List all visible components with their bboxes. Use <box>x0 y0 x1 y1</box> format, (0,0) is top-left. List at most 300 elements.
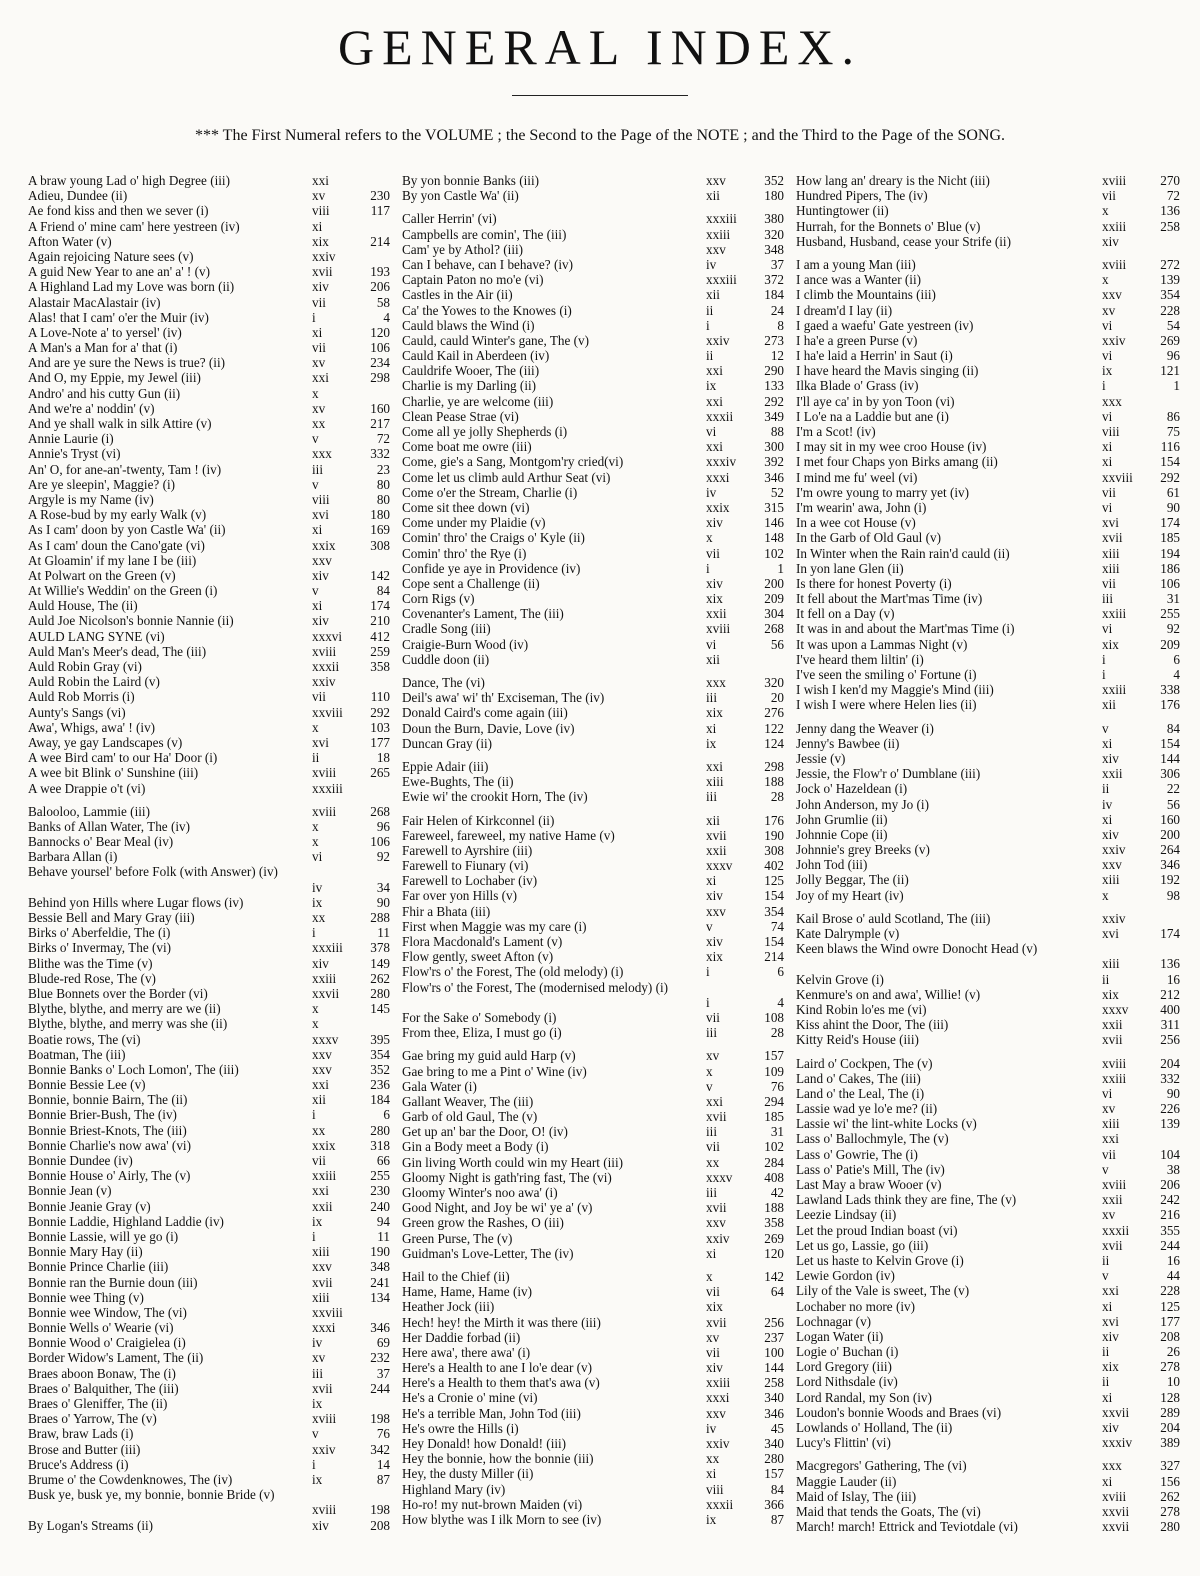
entry-volume: x <box>312 834 319 850</box>
index-entry <box>28 1244 390 1259</box>
entry-title: Kail Brose o' auld Scotland, The (iii) <box>796 910 991 926</box>
index-entry <box>796 1177 1180 1192</box>
entry-page: 185 <box>764 1109 784 1125</box>
entry-volume: i <box>706 994 710 1010</box>
entry-title: Cauldrife Wooer, The (iii) <box>402 363 540 379</box>
index-entry <box>796 1116 1180 1131</box>
entry-page: 142 <box>764 1268 784 1284</box>
entry-page: 11 <box>377 1228 390 1244</box>
entry-page: 160 <box>370 400 390 416</box>
entry-page: 258 <box>764 1375 784 1391</box>
entry-page: 28 <box>770 789 784 805</box>
entry-title: Cauld, cauld Winter's gane, The (v) <box>402 332 590 348</box>
entry-title: I'm a Scot! (iv) <box>796 424 876 439</box>
entry-page: 22 <box>1166 781 1180 797</box>
entry-volume: v <box>312 476 319 492</box>
entry-title: Auld Joe Nicolson's bonnie Nannie (ii) <box>28 613 234 629</box>
index-entry <box>28 849 390 864</box>
index-entry <box>796 219 1180 234</box>
entry-page: 358 <box>764 1215 784 1231</box>
entry-volume: xxi <box>706 439 723 455</box>
entry-page: 34 <box>376 879 390 895</box>
entry-page: 87 <box>770 1511 784 1527</box>
entry-title: Away, ye gay Landscapes (v) <box>28 734 183 750</box>
entry-volume: ii <box>1102 1344 1110 1360</box>
index-entry <box>402 1360 784 1375</box>
entry-title: It was upon a Lammas Night (v) <box>796 636 968 652</box>
entry-volume: vii <box>312 689 326 705</box>
index-entry <box>402 470 784 485</box>
entry-page: 18 <box>376 750 390 766</box>
entry-title: Maid of Islay, The (iii) <box>796 1488 917 1504</box>
index-entry <box>796 546 1180 561</box>
entry-page: 154 <box>764 888 784 904</box>
entry-page: 206 <box>370 279 390 295</box>
entry-title: A guid New Year to ane an' a' ! (v) <box>28 264 211 280</box>
entry-volume: xiv <box>706 1360 723 1376</box>
entry-page: 84 <box>770 1481 784 1497</box>
entry-page: 124 <box>764 735 784 751</box>
entry-page: 278 <box>1160 1359 1180 1375</box>
entry-page: 139 <box>1160 272 1180 288</box>
entry-volume: ii <box>1102 781 1110 797</box>
entry-title: And ye shall walk in silk Attire (v) <box>28 416 212 431</box>
entry-page: 116 <box>1160 439 1180 455</box>
entry-page: 200 <box>1160 826 1180 842</box>
entry-title: Blithe was the Time (v) <box>28 955 153 971</box>
entry-volume: xxix <box>312 1137 336 1153</box>
entry-volume: iv <box>706 256 717 272</box>
index-entry <box>28 446 390 461</box>
index-entry <box>402 1512 784 1527</box>
entry-volume: xxxv <box>706 858 733 874</box>
entry-volume: xvii <box>312 1380 333 1396</box>
entry-page: 262 <box>370 970 390 986</box>
entry-volume: xxxii <box>312 659 340 674</box>
entry-page: 86 <box>1166 408 1180 424</box>
entry-title: Come boat me owre (iii) <box>402 439 532 455</box>
index-entry <box>796 1374 1180 1389</box>
entry-volume: xxi <box>706 393 723 409</box>
entry-title: Her Daddie forbad (ii) <box>402 1329 521 1345</box>
entry-volume: xxv <box>312 552 332 568</box>
page-title: GENERAL INDEX. <box>338 19 862 75</box>
index-entry <box>28 340 390 355</box>
entry-title: Bonnie ran the Burnie doun (iii) <box>28 1274 198 1290</box>
entry-volume: x <box>312 719 319 735</box>
entry-title: Balooloo, Lammie (iii) <box>28 803 150 819</box>
index-entry <box>28 765 390 780</box>
entry-page: 120 <box>764 1245 784 1261</box>
entry-volume: xiv <box>706 515 723 531</box>
entry-title: Garb of old Gaul, The (v) <box>402 1109 538 1125</box>
entry-volume: vi <box>1102 408 1113 424</box>
entry-title: Jessie (v) <box>796 750 846 766</box>
entry-title: Bonnie Wells o' Wearie (vi) <box>28 1320 174 1336</box>
entry-title: Lowlands o' Holland, The (ii) <box>796 1420 953 1436</box>
index-entry <box>796 1032 1180 1047</box>
entry-volume: xi <box>1102 454 1113 470</box>
entry-page: 26 <box>1166 1344 1180 1360</box>
entry-title: Border Widow's Lament, The (ii) <box>28 1350 204 1366</box>
entry-volume: v <box>1102 720 1109 736</box>
entry-volume: xx <box>312 910 326 926</box>
entry-volume: i <box>312 309 316 325</box>
entry-title: Corn Rigs (v) <box>402 591 475 607</box>
entry-page: 133 <box>764 378 784 394</box>
index-entry <box>796 926 1180 941</box>
index-entry <box>402 1375 784 1390</box>
entry-title: Lord Gregory (iii) <box>796 1359 892 1375</box>
index-entry <box>28 1168 390 1183</box>
entry-title: I met four Chaps yon Birks amang (ii) <box>796 454 998 470</box>
entry-title: Come under my Plaidie (v) <box>402 515 546 531</box>
entry-title: For the Sake o' Somebody (i) <box>402 1009 557 1025</box>
index-entry <box>402 257 784 272</box>
entry-volume: xi <box>706 1466 717 1482</box>
entry-page: 11 <box>377 925 390 941</box>
entry-page: 104 <box>1160 1146 1180 1162</box>
entry-page: 280 <box>370 985 390 1001</box>
index-entry <box>402 348 784 363</box>
entry-title: Flora Macdonald's Lament (v) <box>402 934 563 949</box>
entry-page: 292 <box>370 704 390 720</box>
entry-page: 31 <box>1166 591 1180 607</box>
entry-page: 37 <box>376 1365 390 1381</box>
index-entry <box>28 583 390 598</box>
entry-volume: iii <box>706 1124 717 1140</box>
index-entry <box>28 1092 390 1107</box>
index-entry <box>28 1123 390 1138</box>
index-entry <box>796 515 1180 530</box>
entry-volume: xxxi <box>706 1390 730 1406</box>
entry-volume: xxvii <box>312 985 340 1001</box>
index-entry <box>796 1002 1180 1017</box>
index-entry <box>402 1284 784 1299</box>
entry-volume: viii <box>1102 424 1120 439</box>
entry-volume: xxii <box>1102 1192 1123 1208</box>
index-entry <box>28 325 390 340</box>
section-gap <box>796 249 1180 257</box>
entry-volume: i <box>312 1107 316 1123</box>
entry-title: Fhir a Bhata (iii) <box>402 903 491 919</box>
index-entry <box>28 1016 390 1031</box>
index-entry <box>796 606 1180 621</box>
entry-title: Bonnie House o' Airly, The (v) <box>28 1168 191 1184</box>
entry-page: 28 <box>770 1025 784 1041</box>
entry-title: I wish I were where Helen lies (ii) <box>796 697 977 713</box>
entry-volume: xvii <box>312 1274 333 1290</box>
entry-page: 256 <box>1160 1032 1180 1048</box>
entry-page: 276 <box>764 705 784 721</box>
entry-page: 332 <box>370 446 390 462</box>
entry-title: Lord Nithsdale (iv) <box>796 1374 898 1390</box>
entry-page: 6 <box>777 964 784 980</box>
entry-page: 236 <box>370 1077 390 1093</box>
index-entry <box>796 1207 1180 1222</box>
entry-volume: xxxi <box>706 469 730 485</box>
entry-volume: xxiv <box>1102 842 1126 858</box>
entry-title: In Winter when the Rain rain'd cauld (ii) <box>796 545 1010 561</box>
entry-title: Flow'rs o' the Forest, The (old melody) (i) <box>402 964 624 980</box>
index-entry <box>402 934 784 949</box>
entry-volume: vii <box>706 1284 720 1300</box>
index-entry <box>28 1183 390 1198</box>
index-entry <box>402 1109 784 1124</box>
entry-volume: xv <box>312 1350 326 1366</box>
entry-title: Land o' the Leal, The (i) <box>796 1085 925 1101</box>
entry-title: Busk ye, busk ye, my bonnie, bonnie Bride (v) <box>28 1487 275 1503</box>
entry-title: Deil's awa' wi' th' Exciseman, The (iv) <box>402 690 605 706</box>
index-entry <box>796 1489 1180 1504</box>
entry-volume: xviii <box>312 1411 337 1427</box>
entry-volume: xiv <box>1102 233 1119 249</box>
entry-title: Come o'er the Stream, Charlie (i) <box>402 484 578 500</box>
entry-title: Barbara Allan (i) <box>28 849 118 865</box>
index-entry <box>28 1229 390 1244</box>
entry-title: Brose and Butter (iii) <box>28 1441 141 1457</box>
entry-volume: xxi <box>1102 1131 1119 1147</box>
entry-title: Hey Donald! how Donald! (iii) <box>402 1436 567 1452</box>
index-entry <box>796 394 1180 409</box>
entry-page: 298 <box>764 758 784 774</box>
entry-page: 184 <box>370 1092 390 1108</box>
index-entry <box>796 485 1180 500</box>
entry-volume: iii <box>706 690 717 706</box>
entry-page: 144 <box>1160 750 1180 766</box>
entry-volume: xi <box>312 218 323 234</box>
entry-title: Cauld blaws the Wind (i) <box>402 317 535 333</box>
entry-volume: xii <box>706 287 720 303</box>
index-entry <box>796 987 1180 1002</box>
index-entry <box>402 1048 784 1063</box>
index-entry <box>28 834 390 849</box>
index-entry <box>402 1269 784 1284</box>
entry-page: 92 <box>376 849 390 865</box>
entry-page: 16 <box>1166 971 1180 987</box>
entry-title: Doun the Burn, Davie, Love (iv) <box>402 720 575 736</box>
entry-page: 209 <box>1160 636 1180 652</box>
entry-page: 352 <box>370 1061 390 1077</box>
entry-title: Guidman's Love-Letter, The (iv) <box>402 1245 574 1261</box>
entry-page: 80 <box>376 476 390 492</box>
entry-page: 190 <box>370 1244 390 1260</box>
entry-page: 188 <box>764 1200 784 1216</box>
entry-title: Hurrah, for the Bonnets o' Blue (v) <box>796 218 981 234</box>
index-entry <box>796 1344 1180 1359</box>
entry-volume: xxvii <box>1102 1519 1130 1535</box>
entry-title: Lawland Lads think they are fine, The (v) <box>796 1192 1017 1208</box>
entry-title: Alastair MacAlastair (iv) <box>28 294 161 310</box>
index-entry <box>796 652 1180 667</box>
entry-volume: vii <box>1102 188 1116 204</box>
entry-page: 272 <box>1160 256 1180 272</box>
entry-title: Bonnie Briest-Knots, The (iii) <box>28 1122 187 1138</box>
entry-volume: v <box>1102 1161 1109 1177</box>
entry-page: 1 <box>1173 378 1180 394</box>
title-rule <box>512 95 688 96</box>
entry-volume: xiii <box>706 774 724 790</box>
index-entry <box>28 1396 390 1411</box>
entry-volume: xi <box>1102 1298 1113 1314</box>
index-entry <box>402 454 784 469</box>
entry-page: 306 <box>1160 766 1180 782</box>
entry-title: I ance was a Wanter (ii) <box>796 272 922 288</box>
entry-title: Gin living Worth could win my Heart (iii) <box>402 1154 624 1170</box>
entry-page: 92 <box>1166 621 1180 637</box>
entry-title: And we're a' noddin' (v) <box>28 400 155 416</box>
entry-page: 346 <box>764 1405 784 1421</box>
entry-title: Cope sent a Challenge (ii) <box>402 575 540 591</box>
entry-title: Gae bring my guid auld Harp (v) <box>402 1048 576 1064</box>
entry-title: Good Night, and Joy be wi' ye a' (v) <box>402 1200 593 1216</box>
entry-title: Ae fond kiss and then we sever (i) <box>28 203 209 219</box>
entry-volume: iii <box>706 1025 717 1041</box>
entry-volume: xxiv <box>312 248 336 264</box>
entry-page: 300 <box>764 439 784 455</box>
entry-page: 128 <box>1160 1389 1180 1405</box>
entry-title: Loudon's bonnie Woods and Braes (vi) <box>796 1404 1002 1420</box>
entry-page: 320 <box>764 675 784 690</box>
entry-page: 174 <box>1160 926 1180 941</box>
entry-page: 292 <box>1160 469 1180 485</box>
entry-volume: xxv <box>312 1259 332 1275</box>
entry-title: Lochaber no more (iv) <box>796 1298 916 1314</box>
index-entry <box>796 363 1180 378</box>
entry-title: Braes o' Balquither, The (iii) <box>28 1380 179 1396</box>
entry-title: Ilka Blade o' Grass (iv) <box>796 378 919 394</box>
section-gap <box>402 805 784 813</box>
index-entry <box>402 1466 784 1481</box>
entry-title: I mind me fu' weel (vi) <box>796 469 918 485</box>
index-entry <box>28 1259 390 1274</box>
entry-page: 214 <box>370 233 390 249</box>
entry-title: Birks o' Invermay, The (vi) <box>28 940 172 956</box>
entry-volume: xii <box>706 812 720 828</box>
entry-volume: xxiii <box>706 226 731 242</box>
entry-page: 156 <box>1160 1473 1180 1489</box>
entry-volume: vii <box>1102 484 1116 500</box>
index-entry <box>402 394 784 409</box>
entry-title: A Friend o' mine cam' here yestreen (iv) <box>28 218 240 234</box>
index-entry <box>796 911 1180 926</box>
index-column-3 <box>790 173 1186 1534</box>
index-entry <box>28 553 390 568</box>
entry-title: Kelvin Grove (i) <box>796 971 884 987</box>
entry-volume: vii <box>706 1009 720 1025</box>
entry-title: Again rejoicing Nature sees (v) <box>28 248 194 264</box>
entry-page: 346 <box>764 469 784 485</box>
entry-title: Heather Jock (iii) <box>402 1299 495 1315</box>
entry-volume: iii <box>312 461 323 477</box>
index-entry <box>28 720 390 735</box>
entry-title: Get up an' bar the Door, O! (iv) <box>402 1124 568 1140</box>
index-entry <box>28 1275 390 1290</box>
index-entry <box>796 637 1180 652</box>
entry-page: 142 <box>370 567 390 583</box>
index-entry <box>28 1199 390 1214</box>
entry-volume: x <box>1102 887 1109 903</box>
entry-volume: xxxii <box>1102 1222 1130 1238</box>
entry-volume: xxiv <box>706 1436 730 1452</box>
entry-title: Bonnie Banks o' Loch Lomon', The (iii) <box>28 1061 239 1077</box>
entry-title: He's a terrible Man, John Tod (iii) <box>402 1405 581 1421</box>
entry-title: Hame, Hame, Hame (iv) <box>402 1284 532 1300</box>
entry-title: Lochnagar (v) <box>796 1313 872 1329</box>
entry-title: Braes aboon Bonaw, The (i) <box>28 1365 176 1381</box>
entry-volume: xiii <box>1102 1116 1120 1132</box>
index-entry <box>402 1451 784 1466</box>
entry-page: 349 <box>764 408 784 424</box>
index-entry <box>402 919 784 934</box>
entry-title: Blythe, blythe, and merry was she (ii) <box>28 1016 228 1032</box>
entry-volume: xxxi <box>312 1320 336 1336</box>
entry-title: Lassie wi' the lint-white Locks (v) <box>796 1116 977 1132</box>
entry-title: Gloomy Winter's noo awa' (i) <box>402 1185 558 1201</box>
entry-page: 256 <box>764 1314 784 1330</box>
index-entry <box>796 1390 1180 1405</box>
index-entry <box>28 750 390 765</box>
index-entry <box>28 986 390 1001</box>
entry-page: 204 <box>1160 1420 1180 1436</box>
index-entry <box>402 1079 784 1094</box>
index-entry <box>28 492 390 507</box>
entry-volume: iv <box>312 1335 323 1351</box>
index-entry <box>28 1001 390 1016</box>
entry-title: Comin' thro' the Craigs o' Kyle (ii) <box>402 530 585 546</box>
index-entry <box>796 1299 1180 1314</box>
entry-page: 169 <box>370 522 390 538</box>
index-entry <box>796 751 1180 766</box>
entry-page: 134 <box>370 1289 390 1305</box>
entry-volume: xxv <box>1102 857 1122 873</box>
entry-volume: xiii <box>312 1289 330 1305</box>
entry-page: 72 <box>376 431 390 447</box>
entry-title: Bonnie Brier-Bush, The (iv) <box>28 1107 177 1123</box>
index-entry <box>28 1138 390 1153</box>
index-entry <box>796 1101 1180 1116</box>
entry-page: 340 <box>764 1390 784 1406</box>
entry-volume: xv <box>312 355 326 371</box>
entry-volume: xiii <box>1102 872 1120 888</box>
entry-page: 125 <box>764 873 784 889</box>
index-entry <box>402 1215 784 1230</box>
index-entry <box>402 1315 784 1330</box>
index-entry <box>28 234 390 249</box>
index-entry <box>402 606 784 621</box>
entry-page: 200 <box>764 575 784 591</box>
entry-volume: xii <box>1102 697 1116 713</box>
entry-page: 392 <box>764 454 784 470</box>
index-entry <box>402 591 784 606</box>
index-entry <box>28 735 390 750</box>
entry-volume: xxv <box>312 1061 332 1077</box>
index-entry <box>402 690 784 705</box>
index-entry <box>402 789 784 804</box>
entry-page: 389 <box>1160 1435 1180 1451</box>
entry-page: 332 <box>1160 1070 1180 1086</box>
entry-title: Lass o' Patie's Mill, The (iv) <box>796 1161 945 1177</box>
index-entry <box>796 667 1180 682</box>
entry-title: Annie's Tryst (vi) <box>28 446 121 462</box>
entry-page: 177 <box>370 734 390 750</box>
index-entry <box>28 1047 390 1062</box>
entry-volume: vi <box>1102 1085 1113 1101</box>
index-entry <box>28 629 390 644</box>
entry-title: I may sit in my wee croo House (iv) <box>796 439 987 455</box>
entry-title: Bonnie Laddie, Highland Laddie (iv) <box>28 1213 224 1229</box>
entry-title: Come all ye jolly Shepherds (i) <box>402 424 568 439</box>
